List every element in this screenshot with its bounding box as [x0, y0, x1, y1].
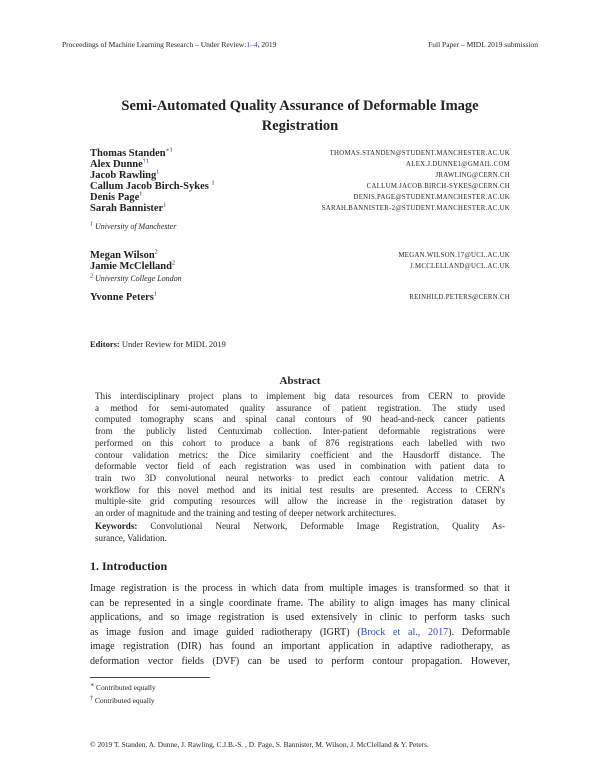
- footnote-rule: [90, 677, 210, 678]
- abstract-line: a method for semi-automated quality assurance of patient registration. The study used: [95, 402, 505, 413]
- title-line: Semi-Automated Quality Assurance of Deformable Image: [121, 98, 479, 114]
- author-name-text: Megan Wilson: [90, 250, 155, 261]
- author-email[interactable]: JRAWLING@CERN.CH: [435, 172, 510, 179]
- footnote-text: Contributed equally: [94, 696, 155, 705]
- author-name-text: Jacob Rawling: [90, 170, 157, 181]
- author-email[interactable]: CALLUM.JACOB.BIRCH-SYKES@CERN.CH: [366, 183, 510, 190]
- author-affiliation: 2: [154, 249, 158, 256]
- keywords-label: Keywords:: [95, 521, 138, 531]
- author-name: [90, 261, 175, 272]
- header-journal: Proceedings of Machine Learning Research – Under Review:: [62, 40, 247, 49]
- header-pages-link[interactable]: 1–4: [246, 40, 258, 49]
- author-name-text: Alex Dunne: [90, 159, 143, 170]
- author-email[interactable]: ALEX.J.DUNNE1@GMAIL.COM: [406, 161, 510, 168]
- affiliation-name: University of Manchester: [95, 222, 177, 231]
- footnote-link[interactable]: ∗: [165, 147, 170, 154]
- abstract-body: [95, 391, 505, 520]
- author-email[interactable]: MEGAN.WILSON.17@UCL.AC.UK: [398, 252, 510, 259]
- footnote-text: Contributed equally: [95, 683, 156, 692]
- author-affiliation: 2: [171, 260, 175, 267]
- body-line: image registration (DIR) has found an important application in adaptive radiotherapy, as: [90, 641, 510, 653]
- abstract-line: contour validation metrics: the Dice similarity coefficient and the Hausdorff distance. The: [95, 449, 505, 460]
- author-name-text: Denis Page: [90, 192, 140, 203]
- author-affiliation: 1: [139, 191, 143, 198]
- cite-paren: (: [357, 626, 361, 638]
- body-line: applications, and so image registration is used extensively in clinic to perform tasks such: [90, 612, 510, 624]
- author-affiliation: 1: [169, 147, 173, 154]
- author-name-text: Thomas Standen: [90, 148, 166, 159]
- author-name: [90, 159, 149, 170]
- author-name: [90, 250, 158, 261]
- abstract-line: from the publicly listed Centuximab collection. Inter-patient deformable registrations were: [95, 426, 505, 437]
- editors-value: Under Review for MIDL 2019: [121, 339, 226, 349]
- body-line: Image registration is the process in which data from multiple images is transformed so that it: [90, 583, 510, 594]
- author-name-text: Sarah Bannister: [90, 203, 164, 214]
- author-name: [90, 203, 166, 214]
- author-email[interactable]: DENIS.PAGE@STUDENT.MANCHESTER.AC.UK: [353, 194, 510, 201]
- affiliation-number: 1: [90, 221, 93, 228]
- affiliation-2: [90, 274, 182, 284]
- author-name: [90, 170, 159, 181]
- author-name: [90, 181, 214, 192]
- cite-paren: ).: [448, 626, 455, 638]
- editors: [90, 339, 226, 350]
- citation-link[interactable]: Brock et al., 2017: [360, 626, 449, 638]
- abstract-line: computed tomography scans and spinal canal contours of 90 head-and-neck cancer patients: [95, 414, 505, 425]
- running-header-right: Full Paper – MIDL 2019 submission: [428, 40, 538, 49]
- author-email[interactable]: REINHILD.PETERS@CERN.CH: [409, 294, 510, 301]
- author-name: [90, 192, 142, 203]
- running-header-left: [62, 40, 276, 50]
- header-year: , 2019: [257, 40, 277, 49]
- footnote-mark: ∗: [90, 682, 95, 689]
- affiliation-1: [90, 222, 176, 232]
- footnote-mark: †: [90, 695, 93, 702]
- author-name: [90, 292, 157, 303]
- author-affiliation: 1: [156, 169, 160, 176]
- author-affiliation: 1: [211, 180, 215, 187]
- footnote: [90, 683, 156, 693]
- abstract-line: deformable vector field of each registration was used in combination with patient data to: [95, 461, 505, 472]
- abstract-heading: Abstract: [279, 375, 321, 387]
- paper-title: [0, 96, 600, 136]
- abstract-line: workflow for this novel method and its initial test results are presented. Access to CERN's: [95, 484, 505, 495]
- author-email[interactable]: THOMAS.STANDEN@STUDENT.MANCHESTER.AC.UK: [329, 150, 510, 157]
- body-line: [90, 626, 510, 641]
- editors-label: Editors:: [90, 339, 120, 349]
- abstract-line: multiple-site grid computing resources will allow the increase in the registration dataset by: [95, 496, 505, 507]
- body-line: deformation vector fields (DVF) can be used to perform contour propagation. However,: [90, 655, 510, 667]
- author-affiliation: 1: [153, 291, 157, 298]
- affiliation-name: University College London: [95, 274, 182, 283]
- abstract-line: train two 3D convolutional neural networks to predict each contour validation metric. A: [95, 472, 505, 483]
- author-name-text: Yvonne Peters: [90, 292, 154, 303]
- author-name: [90, 148, 173, 159]
- author-affiliation: 1: [163, 202, 167, 209]
- author-email[interactable]: J.MCCLELLAND@UCL.AC.UK: [410, 263, 510, 270]
- affiliation-number: 2: [90, 273, 93, 280]
- title-line: Registration: [261, 118, 339, 134]
- keywords: [95, 521, 505, 544]
- keywords-line: surance, Validation.: [95, 532, 167, 543]
- keywords-line: [95, 521, 505, 533]
- keywords-text: Convolutional Neural Network, Deformable Image Registration, Quality As-: [137, 521, 505, 531]
- section-heading-introduction: 1. Introduction: [90, 559, 168, 573]
- author-name-text: Callum Jacob Birch-Sykes: [90, 181, 212, 192]
- abstract-line: performed on this cohort to produce a bank of 876 registrations each labelled with two: [95, 437, 505, 448]
- author-name-text: Jamie McClelland: [90, 261, 172, 272]
- body-text: as image fusion and image guided radiotherapy (IGRT): [90, 626, 358, 638]
- introduction-body: [90, 582, 510, 670]
- author-email[interactable]: SARAH.BANNISTER-2@STUDENT.MANCHESTER.AC.UK: [321, 205, 510, 212]
- author-affiliation: 1: [145, 158, 149, 165]
- footnote: [90, 696, 155, 706]
- abstract-line: This interdisciplinary project plans to implement big data resources from CERN to provide: [95, 391, 505, 401]
- copyright: © 2019 T. Standen, A. Dunne, J. Rawling, C.J.B.-S. , D. Page, S. Bannister, M. Wilson, J. McClelland & Y. Peters.: [90, 740, 429, 749]
- footnote-link[interactable]: †: [142, 158, 146, 165]
- body-text: Deformable: [461, 626, 510, 638]
- body-line: can be represented in a single coordinate frame. The ability to align images has many clinical: [90, 597, 510, 609]
- abstract-line: an order of magnitude and the training and testing of deeper network architectures.: [95, 508, 397, 519]
